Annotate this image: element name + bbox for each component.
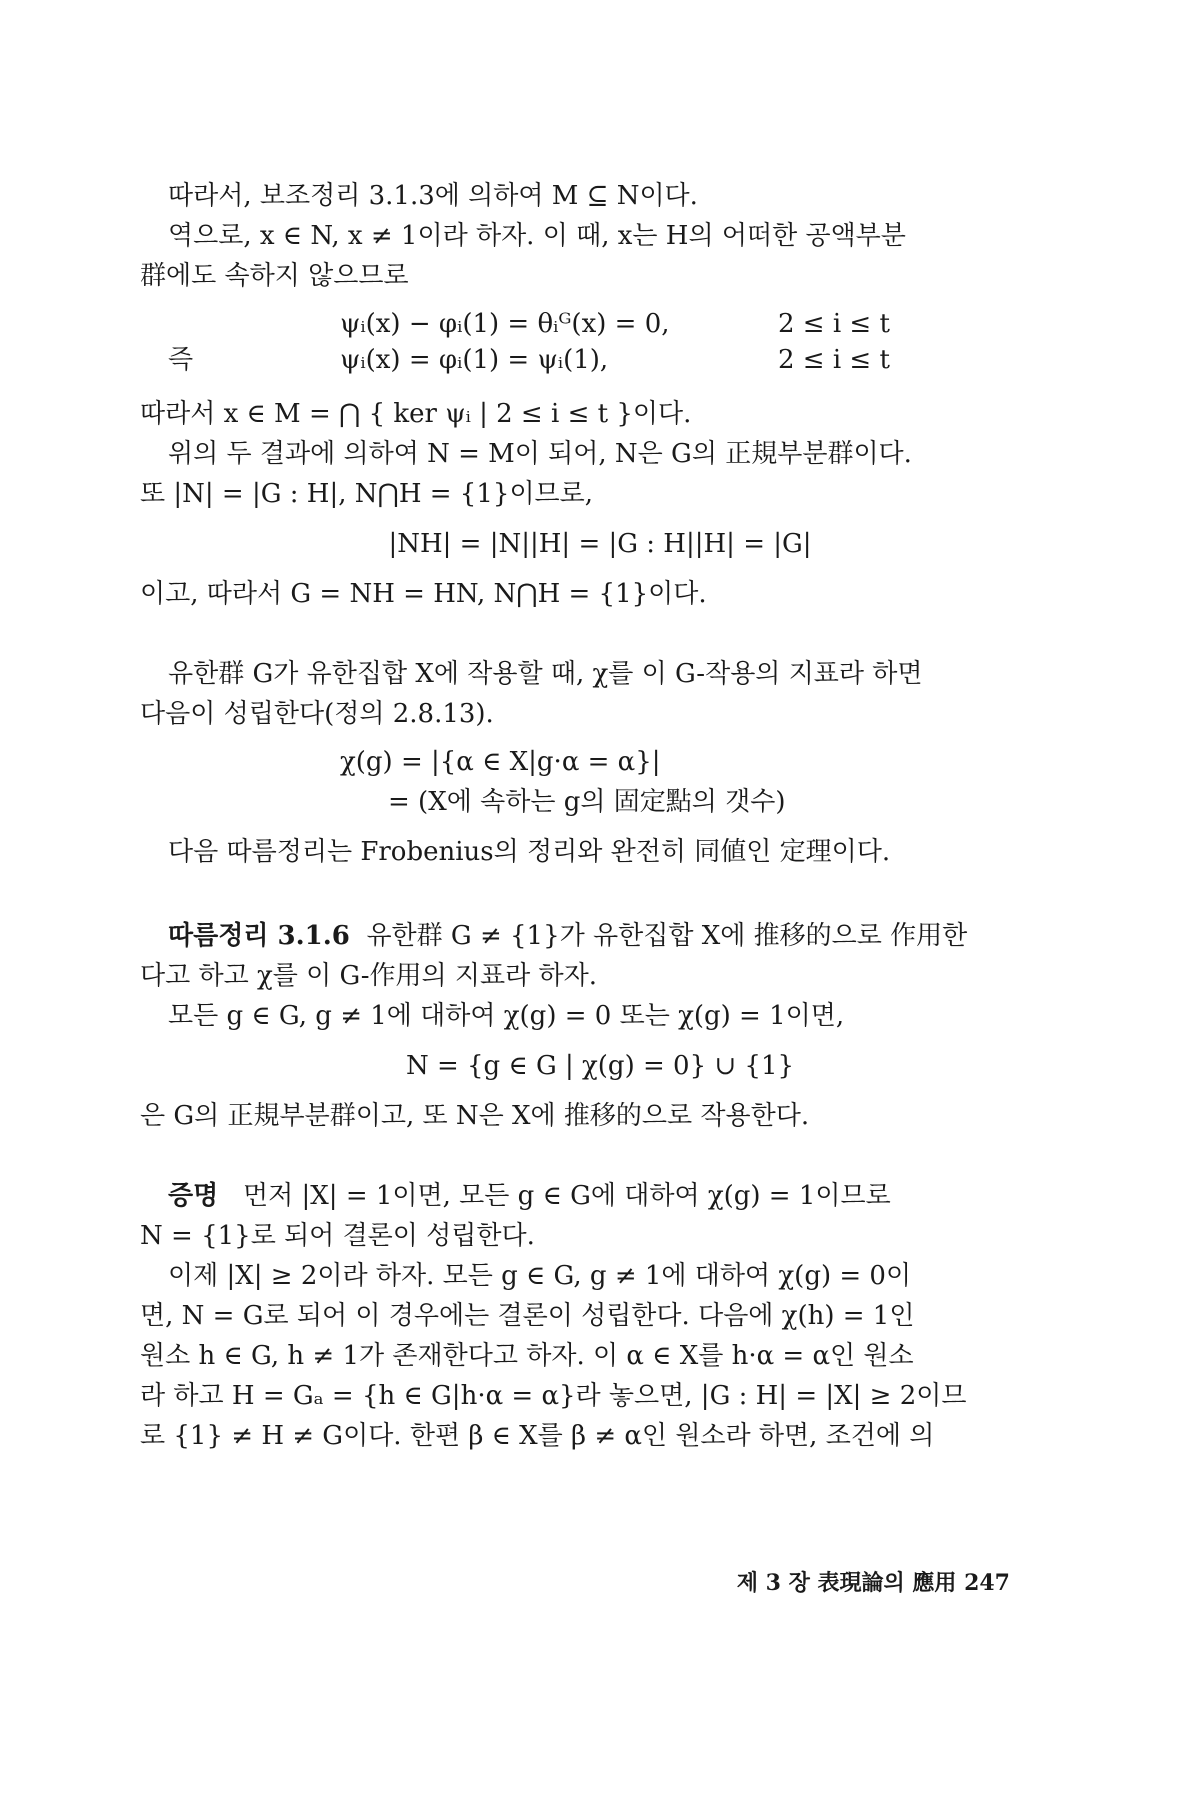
text-line: 또 |N| = |G : H|, N⋂H = {1}이므로, <box>140 479 594 509</box>
equation: = (X에 속하는 g의 固定點의 갯수) <box>388 787 786 817</box>
text-line: 유한群 G가 유한집합 X에 작용할 때, χ를 이 G-작용의 지표라 하면 <box>168 659 923 689</box>
page-footer: 제 3 장 表現論의 應用 247 <box>736 1570 1010 1596</box>
text-line: 群에도 속하지 않으므로 <box>140 261 409 291</box>
text-line: 원소 h ∈ G, h ≠ 1가 존재한다고 하자. 이 α ∈ X를 h·α = α인 원소 <box>140 1341 914 1371</box>
proof-text: 먼저 |X| = 1이면, 모든 g ∈ G에 대하여 χ(g) = 1이므로 <box>243 1181 891 1211</box>
text-line: 이제 |X| ≥ 2이라 하자. 모든 g ∈ G, g ≠ 1에 대하여 χ(g) = 0이 <box>168 1261 912 1291</box>
text-line: 모든 g ∈ G, g ≠ 1에 대하여 χ(g) = 0 또는 χ(g) = 1이면, <box>168 1001 845 1031</box>
text-line: 다음이 성립한다(정의 2.8.13). <box>140 699 494 729</box>
text-line: N = {1}로 되어 결론이 성립한다. <box>140 1221 535 1251</box>
text-line: 라 하고 H = Gₐ = {h ∈ G|h·α = α}라 놓으면, |G : H| = |X| ≥ 2이므 <box>140 1381 967 1411</box>
text-line: 역으로, x ∈ N, x ≠ 1이라 하자. 이 때, x는 H의 어떠한 공액부분 <box>168 221 906 251</box>
proof-heading: 증명 <box>168 1181 219 1211</box>
corollary-text: 유한群 G ≠ {1}가 유한집합 X에 推移的으로 作用한 <box>366 921 968 951</box>
text-line: 위의 두 결과에 의하여 N = M이 되어, N은 G의 正規부분群이다. <box>168 439 912 469</box>
equation: ψᵢ(x) − φᵢ(1) = θᵢᴳ(x) = 0, <box>340 309 670 339</box>
equation: χ(g) = |{α ∈ X|g·α = α}| <box>340 747 661 777</box>
proof-line <box>0 1176 1200 1216</box>
text-line: 따라서 x ∈ M = ⋂ { ker ψᵢ | 2 ≤ i ≤ t }이다. <box>140 399 692 429</box>
equation-condition: 2 ≤ i ≤ t <box>778 309 890 339</box>
equation: |NH| = |N||H| = |G : H||H| = |G| <box>388 529 812 559</box>
equation-condition: 2 ≤ i ≤ t <box>778 345 890 375</box>
corollary-line <box>0 916 1200 956</box>
text-line: 면, N = G로 되어 이 경우에는 결론이 성립한다. 다음에 χ(h) = 1인 <box>140 1301 915 1331</box>
corollary-heading: 따름정리 3.1.6 <box>168 921 350 951</box>
text-line: 로 {1} ≠ H ≠ G이다. 한편 β ∈ X를 β ≠ α인 원소라 하면, 조건에 의 <box>140 1421 935 1451</box>
equation: ψᵢ(x) = φᵢ(1) = ψᵢ(1), <box>340 345 609 375</box>
text-line: 은 G의 正規부분群이고, 또 N은 X에 推移的으로 작용한다. <box>140 1101 810 1131</box>
text-line: 다음 따름정리는 Frobenius의 정리와 완전히 同値인 定理이다. <box>168 837 891 867</box>
equation: N = {g ∈ G | χ(g) = 0} ∪ {1} <box>405 1051 795 1081</box>
text-line: 이고, 따라서 G = NH = HN, N⋂H = {1}이다. <box>140 579 707 609</box>
text-line: 다고 하고 χ를 이 G-作用의 지표라 하자. <box>140 961 598 991</box>
text-line: 따라서, 보조정리 3.1.3에 의하여 M ⊆ N이다. <box>168 181 698 211</box>
equation-prefix: 즉 <box>168 345 194 375</box>
